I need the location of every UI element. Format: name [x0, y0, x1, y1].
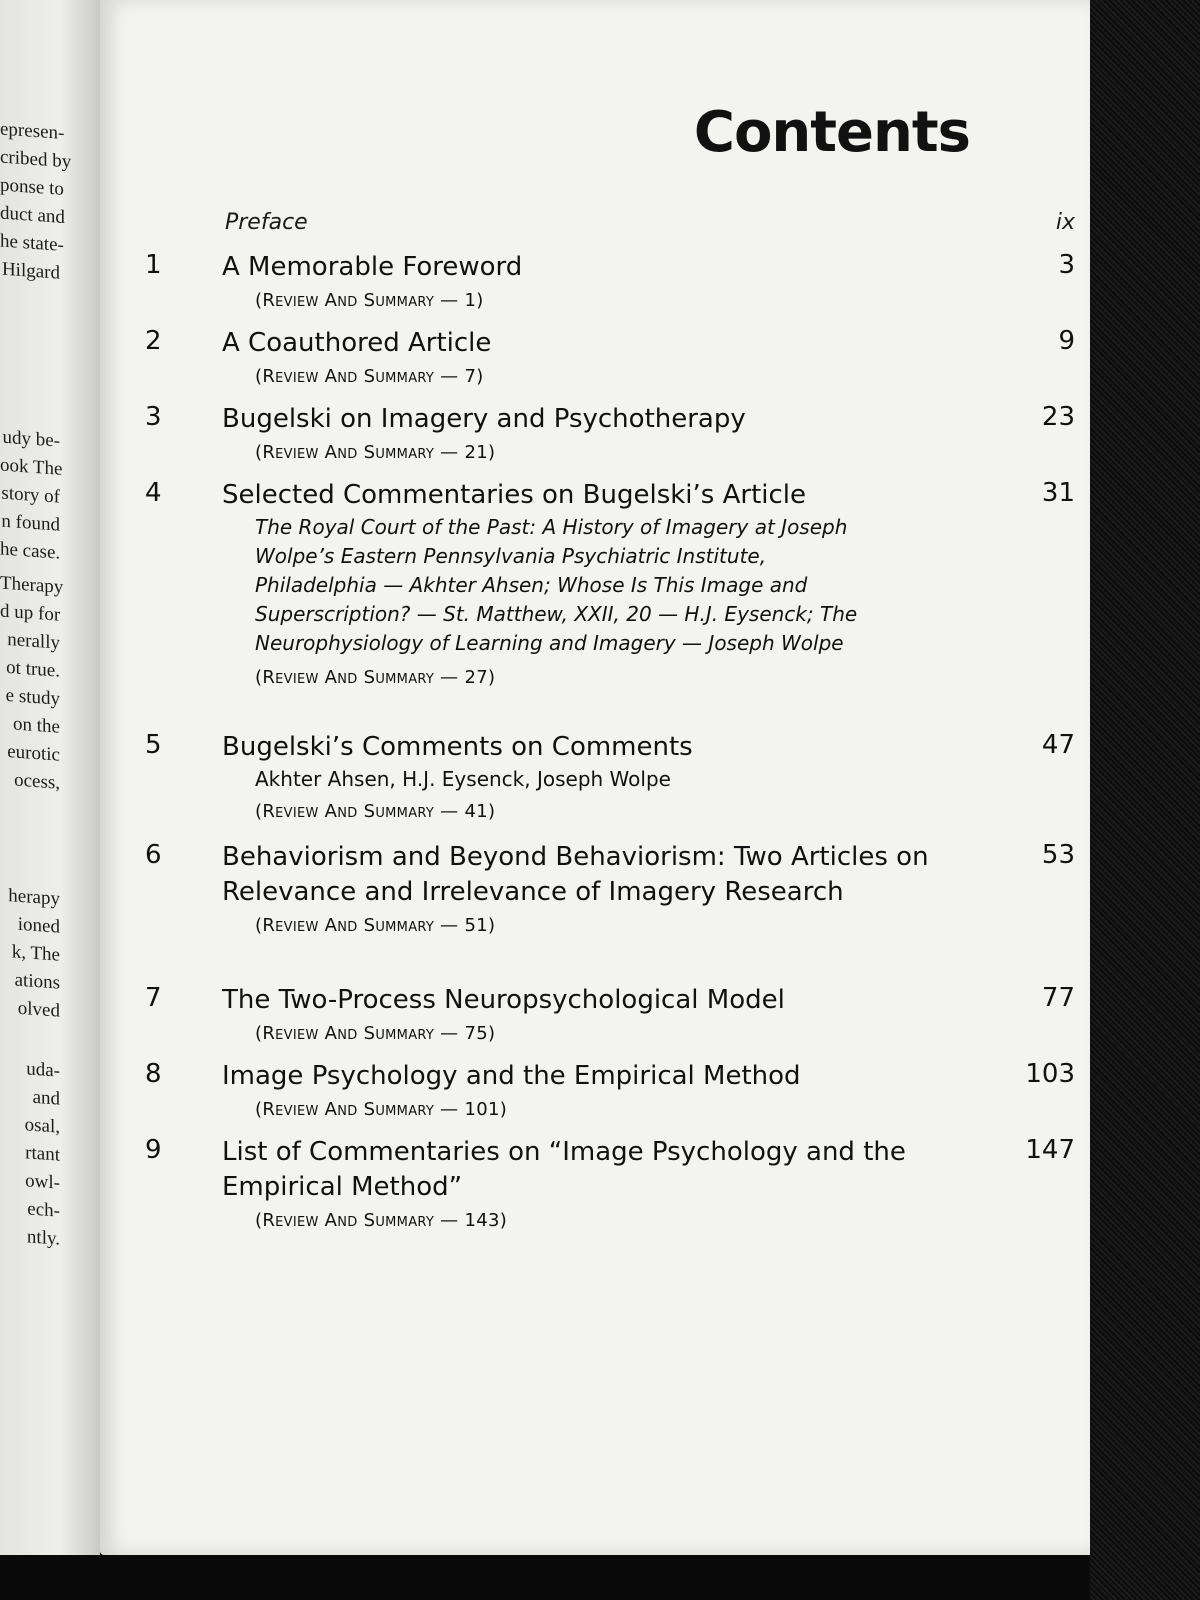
toc-entry[interactable]: [145, 326, 1085, 391]
facing-page-line: ot true.: [6, 656, 60, 682]
facing-page-line: on the: [13, 713, 60, 738]
contents-page: [100, 0, 1090, 1555]
background-fabric: [1090, 0, 1200, 1600]
facing-page-line: ioned: [17, 913, 60, 938]
toc-entry[interactable]: [145, 250, 1085, 315]
toc-entry[interactable]: [145, 983, 1085, 1048]
review-summary: (Review And Summary — 143): [255, 1210, 508, 1231]
facing-page-line: udy be-: [2, 426, 60, 452]
chapter-title: Bugelski’s Comments on Comments: [222, 732, 693, 762]
preface-label: Preface: [225, 210, 308, 235]
chapter-title: The Two-Process Neuropsychological Model: [222, 985, 785, 1015]
review-summary: (Review And Summary — 75): [255, 1023, 496, 1044]
facing-page-line: k, The: [11, 941, 60, 966]
facing-page-line: epresen-: [0, 118, 65, 145]
chapter-page-number: 103: [1025, 1059, 1075, 1089]
chapter-title: List of Commentaries on “Image Psychology and the Empirical Method”: [222, 1137, 906, 1202]
chapter-subtitle: Akhter Ahsen, H.J. Eysenck, Joseph Wolpe: [255, 767, 671, 791]
facing-page-line: herapy: [8, 885, 60, 910]
review-summary: (Review And Summary — 1): [255, 290, 484, 311]
background-bottom: [0, 1555, 1090, 1600]
facing-page-line: Therapy: [0, 572, 64, 598]
toc-entry[interactable]: [145, 402, 1085, 467]
facing-page-line: ponse to: [0, 174, 64, 200]
review-summary: (Review And Summary — 41): [255, 801, 496, 822]
chapter-number: 5: [145, 730, 162, 760]
chapter-page-number: 23: [1041, 402, 1075, 432]
facing-page-line: eurotic: [7, 741, 60, 766]
chapter-title: A Memorable Foreword: [222, 252, 523, 282]
review-summary: (Review And Summary — 27): [255, 667, 496, 688]
facing-page-line: osal,: [24, 1114, 60, 1138]
facing-page-line: n found: [1, 510, 60, 536]
preface-page-number: ix: [1055, 210, 1075, 235]
chapter-number: 6: [145, 840, 162, 870]
facing-page-line: story of: [1, 482, 60, 508]
review-summary: (Review And Summary — 101): [255, 1099, 508, 1120]
toc-entry[interactable]: [145, 478, 1085, 692]
review-summary: (Review And Summary — 21): [255, 442, 496, 463]
facing-page-line: and: [32, 1086, 60, 1110]
page-title: Contents: [693, 100, 970, 165]
facing-page-line: uda-: [26, 1058, 60, 1082]
facing-page-line: he case.: [0, 538, 61, 564]
facing-page-line: e study: [5, 684, 60, 710]
chapter-page-number: 77: [1041, 983, 1075, 1013]
facing-page-line: olved: [17, 997, 60, 1022]
facing-page-line: rtant: [25, 1142, 60, 1166]
chapter-number: 7: [145, 983, 162, 1013]
review-summary: (Review And Summary — 7): [255, 366, 484, 387]
chapter-page-number: 147: [1025, 1135, 1075, 1165]
chapter-title: Bugelski on Imagery and Psychotherapy: [222, 404, 746, 434]
chapter-page-number: 3: [1058, 250, 1075, 280]
facing-page-line: he state-: [0, 230, 64, 256]
facing-page-line: Hilgard: [1, 258, 60, 284]
facing-page-line: duct and: [0, 202, 65, 229]
facing-page-line: ntly.: [26, 1226, 60, 1250]
toc-entry[interactable]: [145, 1135, 1085, 1235]
chapter-page-number: 53: [1041, 840, 1075, 870]
chapter-title: Behaviorism and Beyond Behaviorism: Two Articles on Relevance and Irrelevance of Imagery Research: [222, 842, 929, 907]
facing-page-line: ocess,: [14, 769, 60, 794]
facing-page-line: owl-: [25, 1170, 60, 1194]
toc-entry[interactable]: [145, 1059, 1085, 1124]
chapter-title: A Coauthored Article: [222, 328, 492, 358]
chapter-number: 8: [145, 1059, 162, 1089]
chapter-page-number: 31: [1041, 478, 1075, 508]
chapter-page-number: 47: [1041, 730, 1075, 760]
chapter-number: 1: [145, 250, 162, 280]
chapter-title: Selected Commentaries on Bugelski’s Article: [222, 480, 807, 510]
chapter-number: 4: [145, 478, 162, 508]
facing-page-line: ech-: [27, 1198, 60, 1222]
toc-entry[interactable]: [145, 840, 1085, 940]
facing-page-line: nerally: [7, 629, 60, 654]
chapter-page-number: 9: [1058, 326, 1075, 356]
chapter-number: 2: [145, 326, 162, 356]
facing-page-line: d up for: [0, 600, 61, 626]
chapter-subtitle: The Royal Court of the Past: A History of Imagery at Joseph Wolpe’s Eastern Pennsylvania Psychiatric Institute, Philadelphia — Akhter Ahsen; Whose Is This Image and Superscription? — St. Matthew, XXII, 20 — H.J. Eysenck; The Neurophysiology of Learning and Imagery — Joseph Wolpe: [255, 515, 858, 655]
facing-page-line: ook The: [0, 454, 63, 480]
facing-page-edge: [0, 0, 100, 1600]
facing-page-line: ations: [14, 969, 60, 994]
chapter-number: 3: [145, 402, 162, 432]
facing-page-line: cribed by: [0, 146, 72, 173]
toc-preface-row[interactable]: [225, 210, 1085, 244]
review-summary: (Review And Summary — 51): [255, 915, 496, 936]
chapter-title: Image Psychology and the Empirical Method: [222, 1061, 801, 1091]
chapter-number: 9: [145, 1135, 162, 1165]
toc-entry[interactable]: [145, 730, 1085, 826]
